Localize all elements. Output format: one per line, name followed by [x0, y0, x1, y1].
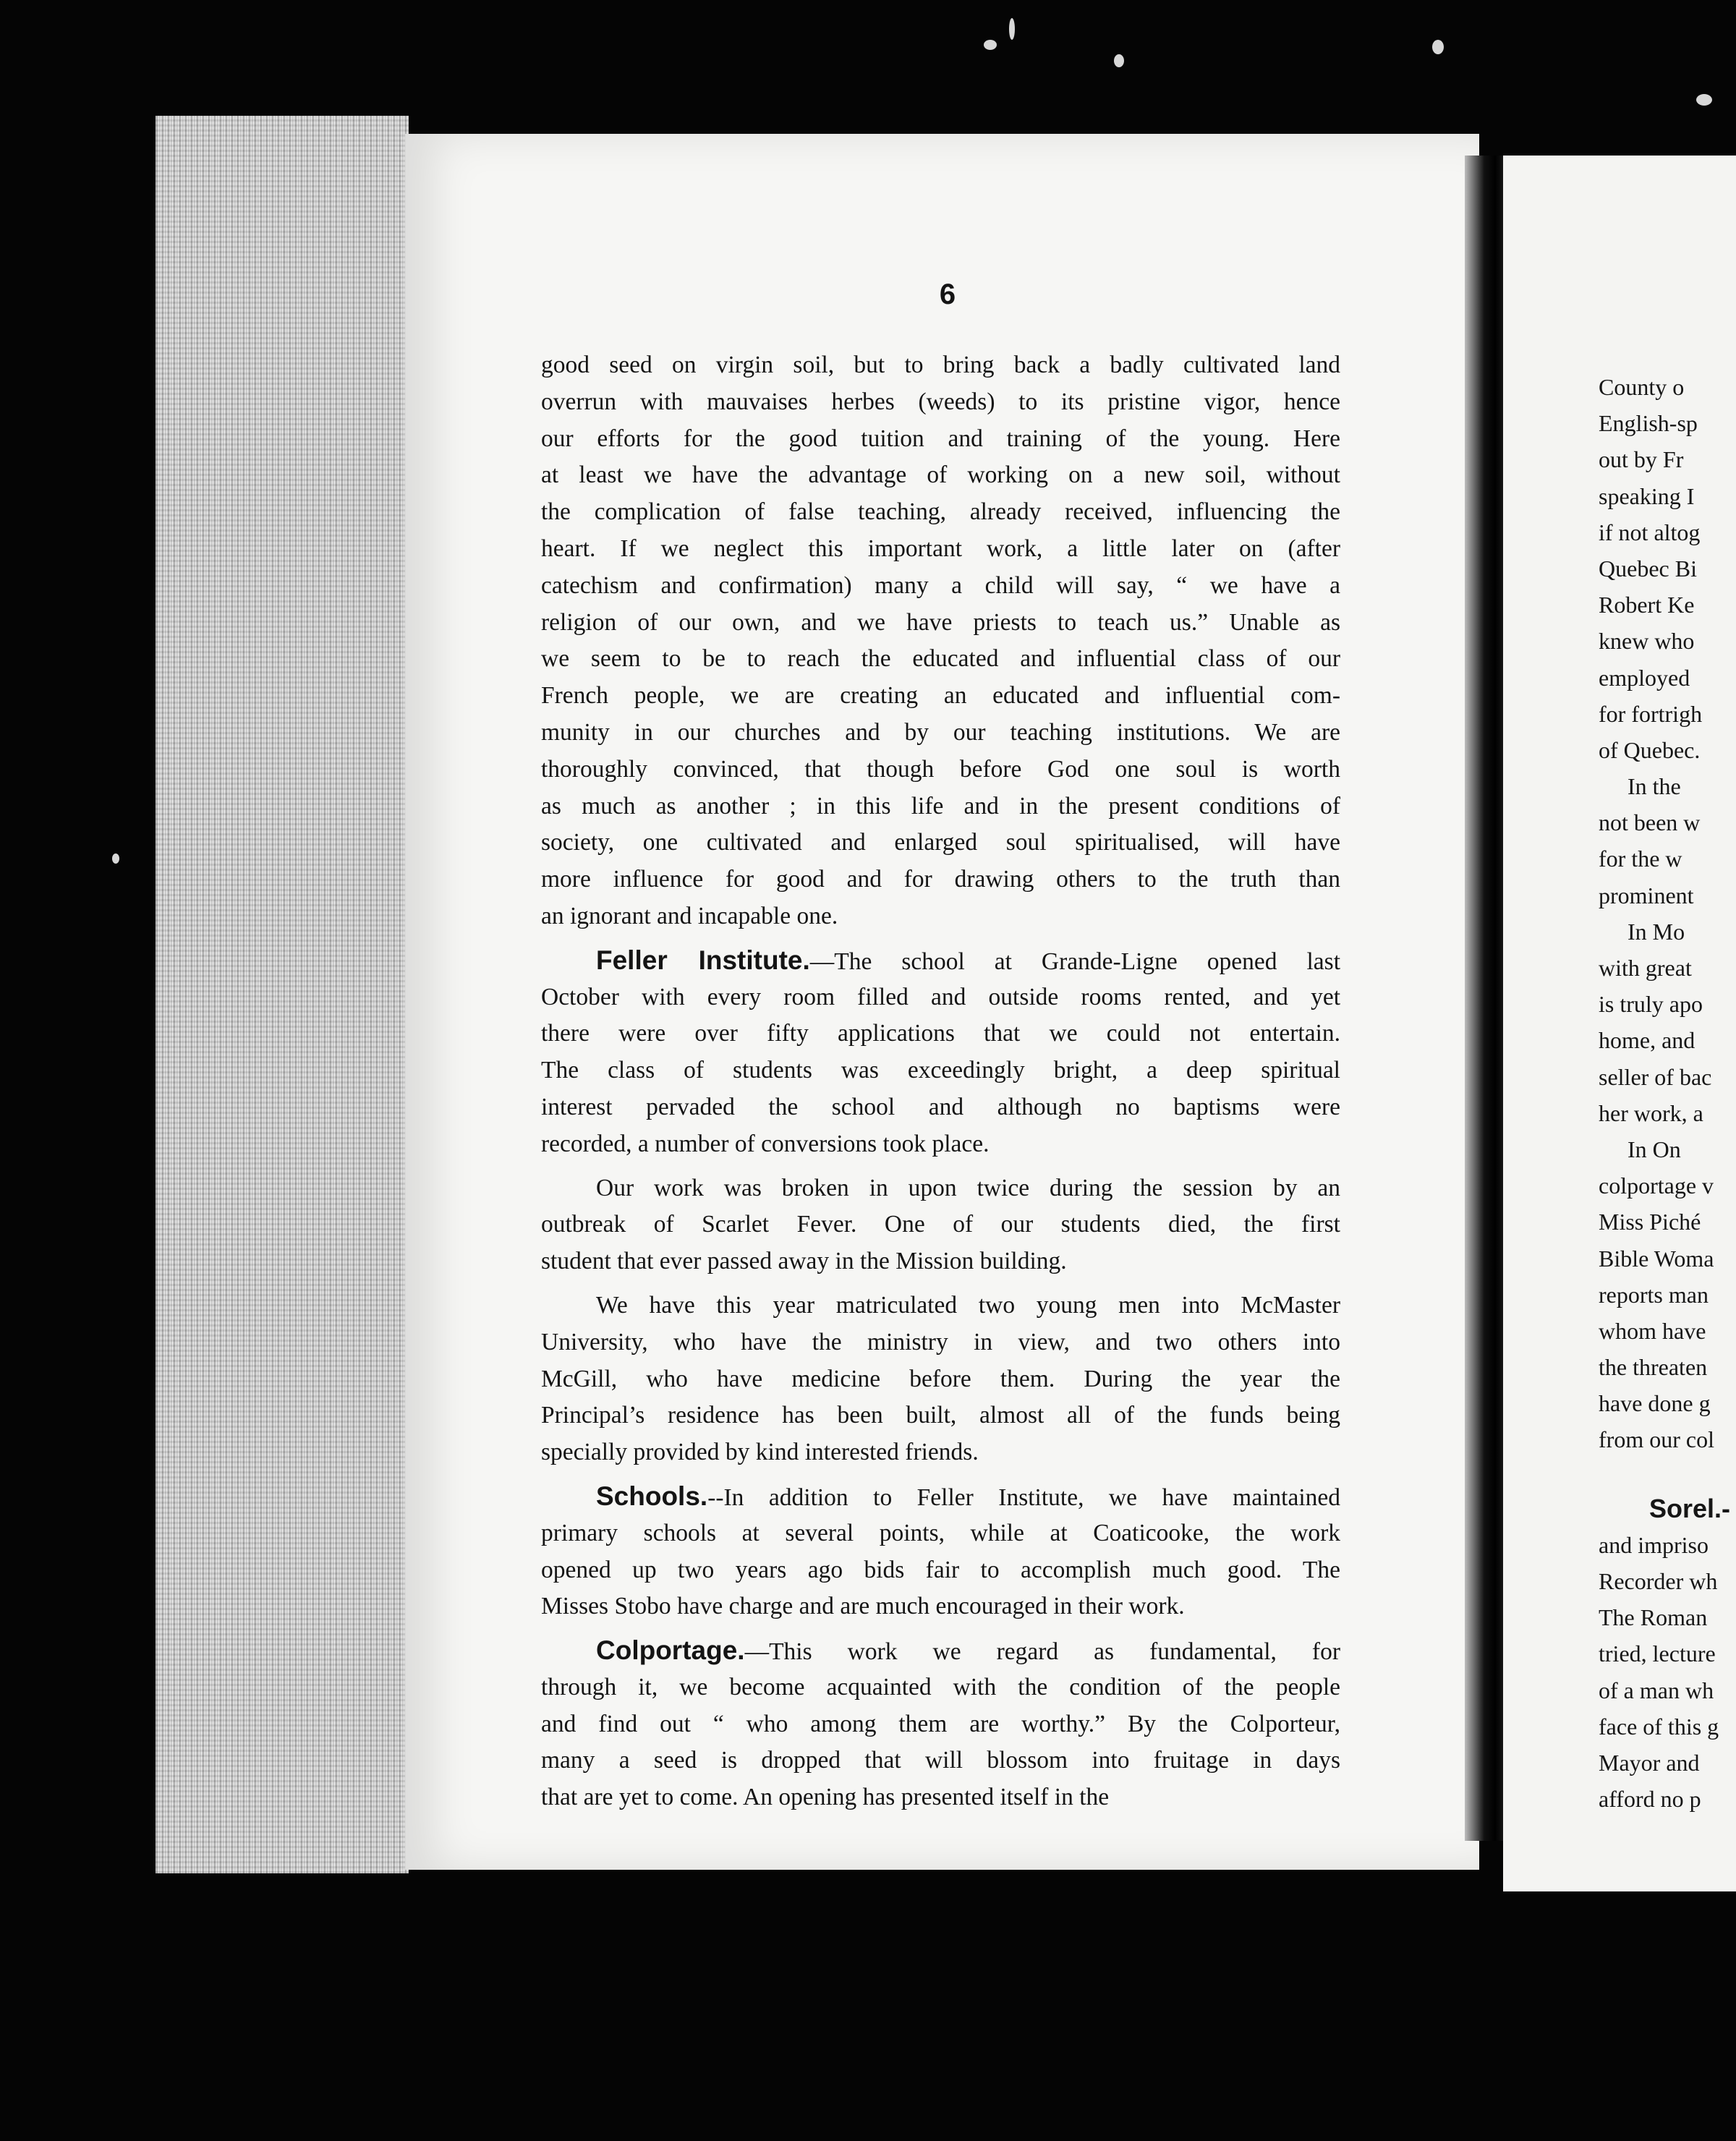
right-text-line: tried, lecture [1599, 1640, 1716, 1667]
line-text: society, one cultivated and enlarged soul spiritualised, will have [541, 829, 1340, 856]
dust-speck [1696, 94, 1712, 106]
right-text-line: Quebec Bi [1599, 555, 1697, 582]
text-line [541, 1052, 1340, 1089]
line-text: We have this year matriculated two young men into McMaster [596, 1291, 1340, 1319]
line-text: opened up two years ago bids fair to accomplish much good. The [541, 1556, 1340, 1583]
line-text: and find out “ who among them are worthy.” By the Colporteur, [541, 1710, 1340, 1737]
right-text-line: is truly apo [1599, 991, 1703, 1018]
text-line [541, 1706, 1340, 1743]
line-text: Our work was broken in upon twice during the session by an [596, 1174, 1340, 1201]
line-text: overrun with mauvaises herbes (weeds) to its pristine vigor, hence [541, 388, 1340, 415]
text-line [541, 384, 1340, 421]
line-text: that are yet to come. An opening has presented itself in the [541, 1784, 1110, 1811]
book-gutter [1465, 156, 1508, 1841]
text-line [541, 457, 1340, 494]
text-line [541, 752, 1340, 788]
dust-speck [1432, 40, 1444, 54]
line-text: specially provided by kind interested friends. [541, 1439, 979, 1466]
line-text: we seem to be to reach the educated and influential class of our [541, 645, 1340, 673]
line-text: religion of our own, and we have priests to teach us.” Unable as [541, 608, 1340, 636]
right-text-line: from our col [1599, 1426, 1714, 1453]
text-line [541, 825, 1340, 861]
line-text: McGill, who have medicine before them. During the year the [541, 1365, 1340, 1392]
text-line [541, 1779, 1340, 1816]
right-text-line: of a man wh [1599, 1677, 1714, 1703]
section-heading-line [541, 1633, 1340, 1669]
right-text-line: her work, a [1599, 1099, 1703, 1126]
right-section-heading: Sorel.- [1649, 1493, 1731, 1523]
text-line [541, 1397, 1340, 1434]
line-text: there were over fifty applications that we could not entertain. [541, 1020, 1340, 1047]
line-text: as much as another ; in this life and in the present conditions of [541, 792, 1340, 820]
right-text-line: Miss Piché [1599, 1209, 1701, 1235]
text-line [541, 1324, 1340, 1361]
right-text-line: The Roman [1599, 1604, 1708, 1631]
line-text: student that ever passed away in the Mission building. [541, 1248, 1067, 1275]
line-text: through it, we become acquainted with the condition of the people [541, 1673, 1340, 1701]
text-line [541, 898, 1340, 935]
right-text-line: prominent [1599, 882, 1694, 908]
page-number: 6 [939, 278, 956, 310]
text-line [541, 1126, 1340, 1163]
text-line [541, 979, 1340, 1016]
line-text: heart. If we neglect this important work, a little later on (after [541, 535, 1340, 562]
text-line [541, 531, 1340, 568]
line-text: —This work we regard as fundamental, for [744, 1638, 1340, 1666]
line-text: --In addition to Feller Institute, we have maintained [707, 1484, 1340, 1511]
line-text: interest pervaded the school and although no baptisms were [541, 1093, 1340, 1120]
right-text-line: and impriso [1599, 1531, 1709, 1558]
right-text-line: whom have [1599, 1317, 1706, 1344]
text-line [541, 1170, 1340, 1207]
line-text: more influence for good and for drawing others to the truth than [541, 866, 1340, 893]
line-text: —The school at Grande-Ligne opened last [809, 948, 1340, 975]
right-text-line: if not altog [1599, 519, 1701, 545]
right-text-line: for fortrigh [1599, 700, 1703, 727]
line-text: munity in our churches and by our teaching institutions. We are [541, 718, 1340, 746]
text-line [541, 1669, 1340, 1706]
line-text: catechism and confirmation) many a child will say, “ we have a [541, 571, 1340, 599]
section-heading: Feller Institute. [596, 945, 810, 975]
section-heading-line [541, 1478, 1340, 1515]
right-text-line: speaking I [1599, 482, 1695, 509]
right-text-line: County o [1599, 374, 1685, 400]
right-text-line: In the [1628, 773, 1681, 800]
line-text: primary schools at several points, while at Coaticooke, the work [541, 1519, 1340, 1546]
line-text: outbreak of Scarlet Fever. One of our students died, the first [541, 1211, 1340, 1238]
line-text: October with every room filled and outside rooms rented, and yet [541, 983, 1340, 1010]
right-text-line: face of this g [1599, 1713, 1719, 1740]
text-line [541, 1515, 1340, 1552]
section-heading-line [541, 942, 1340, 979]
text-line [541, 605, 1340, 642]
text-line [541, 678, 1340, 715]
line-text: at least we have the advantage of working on a new soil, without [541, 461, 1340, 489]
line-text: an ignorant and incapable one. [541, 902, 838, 929]
text-line [541, 861, 1340, 898]
line-text: good seed on virgin soil, but to bring back a badly cultivated land [541, 352, 1340, 378]
right-text-line: In Mo [1628, 918, 1685, 945]
right-text-line: have done g [1599, 1390, 1711, 1417]
right-text-line: Bible Woma [1599, 1245, 1714, 1272]
right-text-line: the threaten [1599, 1354, 1708, 1381]
text-line [541, 788, 1340, 825]
right-text-line: for the w [1599, 846, 1682, 872]
text-line [541, 715, 1340, 752]
text-line [541, 1434, 1340, 1471]
text-line [541, 347, 1340, 384]
section-heading: Colportage. [596, 1635, 745, 1666]
text-line [541, 641, 1340, 678]
right-text-line: reports man [1599, 1281, 1709, 1308]
line-text: French people, we are creating an educated and influential com- [541, 682, 1340, 710]
right-text-line: knew who [1599, 628, 1695, 655]
right-text-line: Mayor and [1599, 1749, 1700, 1776]
text-line [541, 1588, 1340, 1625]
right-text-line: Recorder wh [1599, 1568, 1718, 1594]
dust-speck [112, 854, 119, 864]
right-text-line: with great [1599, 955, 1692, 981]
section-heading: Schools. [596, 1481, 708, 1511]
right-text-line: home, and [1599, 1027, 1695, 1054]
text-line [541, 1361, 1340, 1398]
dust-speck [984, 40, 997, 50]
text-line [541, 1742, 1340, 1779]
right-text-line: not been w [1599, 809, 1701, 836]
dust-speck [1114, 54, 1124, 67]
right-text-line: employed [1599, 664, 1690, 691]
text-line [541, 1243, 1340, 1280]
line-text: Principal’s residence has been built, almost all of the funds being [541, 1402, 1340, 1429]
text-line [541, 1287, 1340, 1324]
right-text-line: afford no p [1599, 1786, 1701, 1813]
right-text-line: out by Fr [1599, 446, 1684, 473]
line-text: thoroughly convinced, that though before God one soul is worth [541, 755, 1340, 783]
page-edges [156, 116, 409, 1873]
right-text-line: colportage v [1599, 1172, 1714, 1199]
line-text: University, who have the ministry in view, and two others into [541, 1328, 1340, 1355]
line-text: recorded, a number of conversions took place. [541, 1130, 990, 1157]
right-text-line: In On [1628, 1136, 1681, 1162]
text-line [541, 494, 1340, 531]
right-page-text-fragment [1599, 369, 1736, 1817]
dust-speck [1009, 18, 1015, 40]
text-line [541, 568, 1340, 605]
page-body-text [541, 347, 1340, 1816]
right-text-line: seller of bac [1599, 1063, 1712, 1090]
right-text-line: of Quebec. [1599, 736, 1701, 763]
text-line [541, 1206, 1340, 1243]
right-text-line: English-sp [1599, 410, 1698, 437]
text-line [541, 1552, 1340, 1589]
line-text: our efforts for the good tuition and training of the young. Here [541, 425, 1340, 452]
text-line [541, 1016, 1340, 1052]
line-text: Misses Stobo have charge and are much encouraged in their work. [541, 1593, 1185, 1620]
text-line [541, 1089, 1340, 1126]
right-text-line: Robert Ke [1599, 592, 1695, 618]
line-text: many a seed is dropped that will blossom into fruitage in days [541, 1747, 1340, 1774]
line-text: The class of students was exceedingly bright, a deep spiritual [541, 1057, 1340, 1084]
line-text: the complication of false teaching, already received, influencing the [541, 498, 1340, 526]
text-line [541, 421, 1340, 458]
